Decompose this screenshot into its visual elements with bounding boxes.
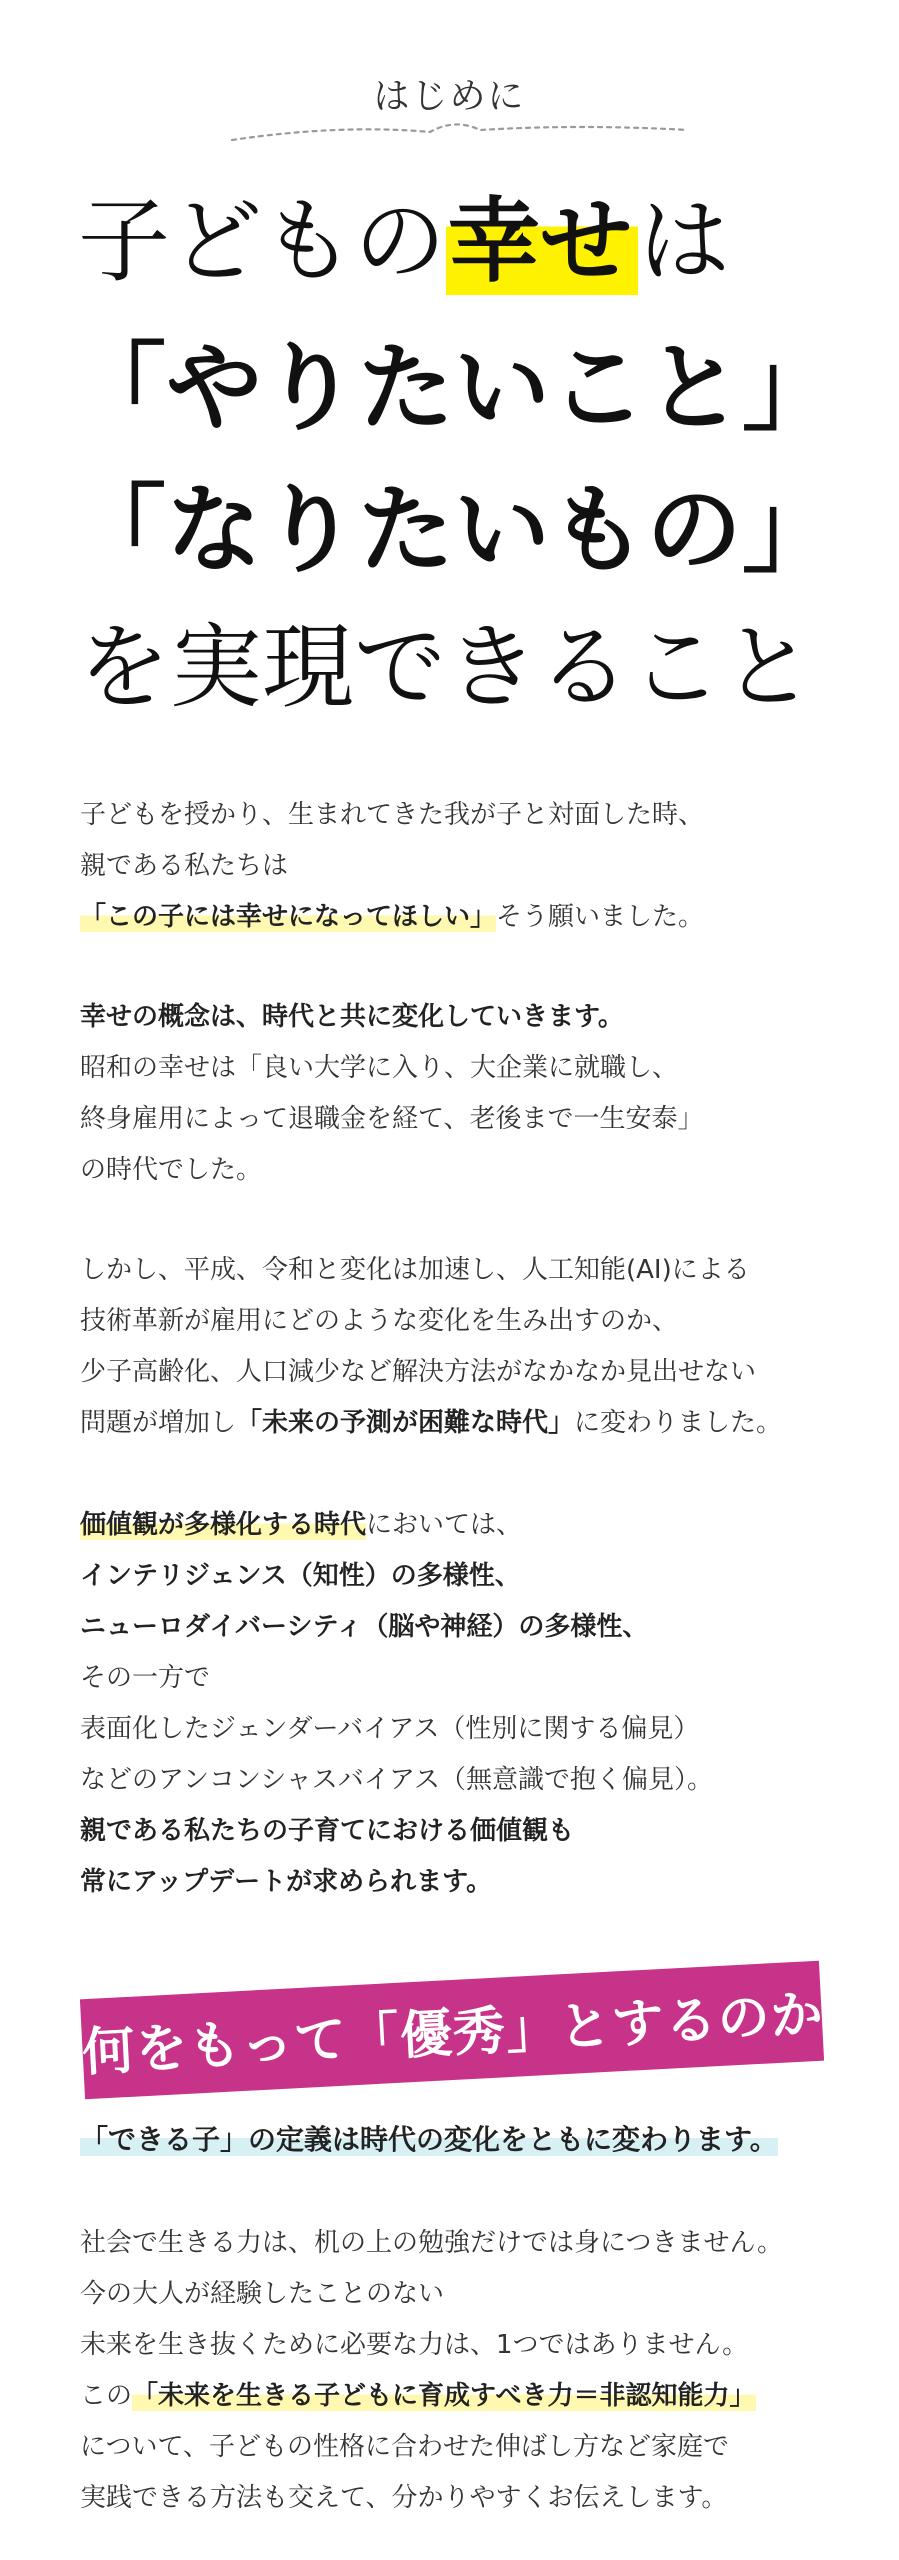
text-line (80, 1500, 870, 1551)
dotted-wave-divider (230, 118, 690, 148)
headline-highlight: 幸せ (446, 188, 638, 295)
paragraph-intro (80, 790, 870, 943)
text-line: について、子どもの性格に合わせた伸ばし方など家庭で (80, 2432, 729, 2462)
subhead-text: 「できる子」の定義は時代の変化をともに変わります。 (80, 2123, 778, 2156)
text-line: 今の大人が経験したことのない (80, 2279, 445, 2309)
headline-text: 子どもの (78, 188, 447, 295)
text-line: 少子高齢化、人口減少など解決方法がなかなか見出せない (80, 1357, 757, 1387)
text-line: などのアンコンシャスバイアス（無意識で抱く偏見）。 (80, 1765, 713, 1795)
text-line: 昭和の幸せは「良い大学に入り、大企業に就職し、 (80, 1053, 679, 1083)
paragraph-changing-times (80, 1245, 870, 1449)
text-line: 未来を生き抜くために必要な力は、1つではありません。 (80, 2330, 749, 2360)
text-line: 表面化したジェンダーバイアス（性別に関する偏見） (80, 1714, 700, 1744)
headline-text: は (638, 188, 731, 295)
paragraph-happiness-concept (80, 992, 870, 1196)
text-line: 社会で生きる力は、机の上の勉強だけでは身につきません。 (80, 2228, 784, 2258)
paragraph-non-cognitive-skills (80, 2218, 870, 2524)
text-segment: そう願いました。 (496, 902, 705, 932)
text-line: の時代でした。 (80, 1155, 263, 1185)
text-line: 常にアップデートが求められます。 (80, 1867, 493, 1897)
highlight-text: 「未来を生きる子どもに育成すべき力＝非認知能力」 (132, 2381, 756, 2411)
text-line: 幸せの概念は、時代と共に変化していきます。 (80, 1002, 624, 1032)
text-segment: においては、 (366, 1510, 523, 1540)
text-line (80, 2371, 870, 2422)
headline-line-4: を実現できること (78, 614, 815, 721)
text-line: 子どもを授かり、生まれてきた我が子と対面した時、 (80, 800, 705, 830)
banner-title: 何をもって「優秀」とするのか (80, 1984, 826, 2084)
text-segment: この (80, 2381, 133, 2411)
text-line: 終身雇用によって退職金を経て、老後まで一生安泰」 (80, 1104, 704, 1134)
text-line: 親である私たちは (80, 851, 289, 881)
highlight-text: 「この子には幸せになってほしい」 (80, 902, 497, 932)
headline-line-2: 「やりたいこと」 (70, 332, 838, 444)
text-segment: 問題が増加し (80, 1408, 237, 1438)
text-line: インテリジェンス（知性）の多様性、 (80, 1561, 521, 1591)
text-line: 技術革新が雇用にどのような変化を生み出すのか、 (80, 1306, 679, 1336)
text-line: しかし、平成、令和と変化は加速し、人工知能(AI)による (80, 1255, 750, 1285)
intro-label: はじめに (373, 76, 526, 117)
highlight-text: 価値観が多様化する時代 (80, 1510, 367, 1540)
text-line (80, 1398, 870, 1449)
section-subheading (80, 2118, 778, 2162)
text-line: その一方で (80, 1663, 211, 1693)
text-segment: に変わりました。 (574, 1408, 783, 1438)
text-line: 実践できる方法も交えて、分かりやすくお伝えします。 (80, 2483, 728, 2513)
text-line: 親である私たちの子育てにおける価値観も (80, 1816, 575, 1846)
bold-text: 「未来の予測が困難な時代」 (236, 1408, 575, 1438)
text-line (80, 892, 870, 943)
paragraph-diversity (80, 1500, 870, 1908)
headline-line-1 (78, 188, 878, 295)
headline-line-3: 「なりたいもの」 (70, 474, 838, 586)
text-line: ニューロダイバーシティ（脳や神経）の多様性、 (80, 1612, 649, 1642)
